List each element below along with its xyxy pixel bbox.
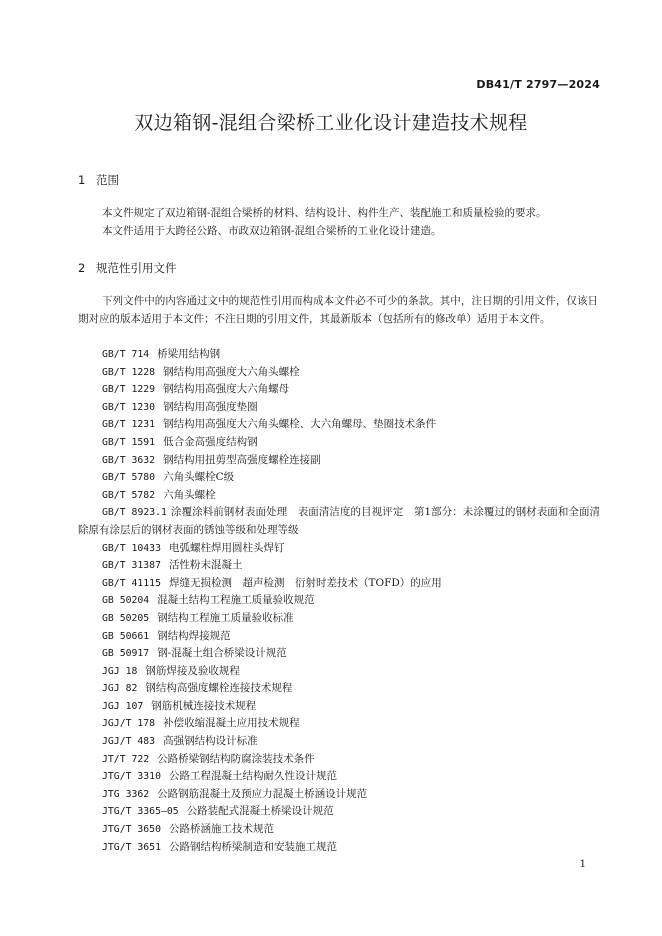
reference-code: GB/T 41115: [102, 577, 161, 589]
reference-code: JTG 3362: [102, 788, 150, 800]
reference-title: 电弧螺柱焊用圆柱头焊钉: [168, 541, 285, 554]
reference-item: [78, 540, 600, 558]
reference-title: 钢结构高强度螺栓连接技术规程: [145, 682, 293, 695]
reference-list: [78, 346, 600, 856]
reference-item: [78, 786, 600, 804]
reference-item: [78, 504, 600, 539]
reference-item: [78, 469, 600, 487]
reference-code: JTG/T 3310: [102, 771, 161, 783]
reference-title: 钢结构用高强度大六角头螺栓、大六角螺母、垫圈技术条件: [163, 418, 437, 431]
reference-title: 焊缝无损检测 超声检测 衍射时差技术（TOFD）的应用: [168, 576, 442, 589]
reference-title: 补偿收缩混凝土应用技术规程: [163, 717, 300, 730]
reference-item: [78, 416, 600, 434]
reference-item: [78, 698, 600, 716]
reference-code: GB/T 8923.1: [102, 507, 167, 519]
reference-item: [78, 487, 600, 505]
reference-item: [78, 803, 600, 821]
reference-item: [78, 628, 600, 646]
reference-item: [78, 452, 600, 470]
reference-code: GB/T 31387: [102, 560, 161, 572]
reference-title: 桥梁用结构钢: [157, 348, 221, 360]
reference-code: JGJ/T 178: [102, 718, 156, 730]
reference-item: [78, 557, 600, 575]
reference-item: [78, 751, 600, 769]
reference-title: 钢结构用高强度垫圈: [163, 400, 258, 413]
reference-item: [78, 399, 600, 417]
reference-code: GB/T 714: [102, 349, 150, 360]
reference-item: [78, 364, 600, 382]
reference-title: 公路钢结构桥梁制造和安装施工规范: [168, 840, 337, 853]
reference-code: GB/T 1231: [102, 419, 156, 431]
reference-item: [78, 434, 600, 452]
document-code: DB41/T 2797—2024: [476, 78, 600, 91]
reference-item: [78, 663, 600, 681]
reference-item: [78, 575, 600, 593]
reference-item: [78, 610, 600, 628]
reference-title: 混凝土结构工程施工质量验收规范: [157, 594, 315, 607]
reference-title: 钢筋焊接及验收规程: [145, 664, 240, 677]
reference-code: JTG/T 3365—05: [102, 806, 179, 818]
reference-title: 高强钢结构设计标准: [163, 735, 258, 748]
reference-title: 六角头螺栓: [163, 488, 216, 501]
reference-item: [78, 680, 600, 698]
reference-title: 活性粉末混凝土: [168, 559, 243, 572]
reference-item: [78, 733, 600, 751]
reference-item: [78, 839, 600, 857]
scope-paragraph-1: 本文件规定了双边箱钢-混组合梁桥的材料、结构设计、构件生产、装配施工和质量检验的要求。: [102, 207, 547, 219]
reference-code: JTG/T 3650: [102, 824, 161, 836]
reference-item: [78, 645, 600, 663]
references-intro-paragraph: 下列文件中的内容通过文中的规范性引用而构成本文件必不可少的条款。其中，注日期的引用文件，仅该日期对应的版本适用于本文件；不注日期的引用文件，其最新版本（包括所有的修改单）适用于本文件。: [78, 295, 598, 325]
reference-code: JT/T 722: [102, 753, 150, 765]
section-number: 2: [78, 261, 86, 275]
reference-title: 钢结构工程施工质量验收标准: [157, 611, 294, 624]
reference-code: GB/T 1229: [102, 384, 156, 396]
reference-title: 公路装配式混凝土桥梁设计规范: [186, 805, 334, 818]
reference-code: GB 50917: [102, 648, 150, 660]
scope-paragraph-2: 本文件适用于大跨径公路、市政双边箱钢-混组合梁桥的工业化设计建造。: [102, 225, 442, 237]
reference-code: GB/T 3632: [102, 454, 156, 466]
reference-code: JGJ/T 483: [102, 736, 156, 748]
reference-item: [78, 768, 600, 786]
reference-item: [78, 592, 600, 610]
reference-code: GB/T 1228: [102, 366, 156, 378]
reference-title: 公路工程混凝土结构耐久性设计规范: [168, 770, 337, 783]
reference-title: 钢结构焊接规范: [157, 629, 231, 642]
reference-item: [78, 346, 600, 364]
reference-title: 涂覆涂料前钢材表面处理 表面清洁度的目视评定 第1部分：未涂覆过的钢材表面和全面清除原有涂层后的钢材表面的锈蚀等级和处理等级: [78, 506, 600, 536]
reference-code: GB/T 10433: [102, 542, 161, 554]
reference-code: GB 50205: [102, 612, 150, 624]
reference-code: GB/T 5782: [102, 489, 156, 501]
reference-code: JGJ 82: [102, 683, 138, 695]
page-number: 1: [579, 859, 586, 870]
section-title: 规范性引用文件: [96, 261, 177, 275]
section-heading-scope: [78, 172, 119, 188]
document-title: 双边箱钢-混组合梁桥工业化设计建造技术规程: [134, 112, 528, 134]
reference-code: GB/T 1591: [102, 436, 156, 448]
reference-title: 公路桥梁钢结构防腐涂装技术条件: [157, 752, 315, 765]
reference-title: 钢结构用高强度大六角头螺栓: [163, 365, 300, 378]
section-heading-normative-references: [78, 260, 177, 276]
reference-code: GB 50661: [102, 630, 150, 642]
reference-code: JTG/T 3651: [102, 841, 161, 853]
reference-code: GB/T 1230: [102, 401, 156, 413]
reference-title: 公路桥涵施工技术规范: [168, 823, 274, 836]
section-number: 1: [78, 173, 86, 187]
reference-code: JGJ 18: [102, 665, 138, 677]
reference-title: 六角头螺栓C级: [163, 471, 235, 484]
reference-title: 钢结构用高强度大六角螺母: [163, 383, 290, 396]
reference-item: [78, 821, 600, 839]
reference-code: JGJ 107: [102, 700, 144, 712]
reference-title: 低合金高强度结构钢: [163, 435, 258, 448]
section-title: 范围: [96, 173, 119, 187]
reference-code: GB/T 5780: [102, 472, 156, 484]
reference-title: 钢-混凝土组合桥梁设计规范: [157, 647, 287, 660]
reference-title: 钢筋机械连接技术规程: [151, 699, 257, 712]
reference-code: GB 50204: [102, 595, 150, 607]
reference-item: [78, 381, 600, 399]
reference-title: 公路钢筋混凝土及预应力混凝土桥涵设计规范: [157, 787, 368, 800]
reference-item: [78, 715, 600, 733]
reference-title: 钢结构用扭剪型高强度螺栓连接副: [163, 453, 321, 466]
